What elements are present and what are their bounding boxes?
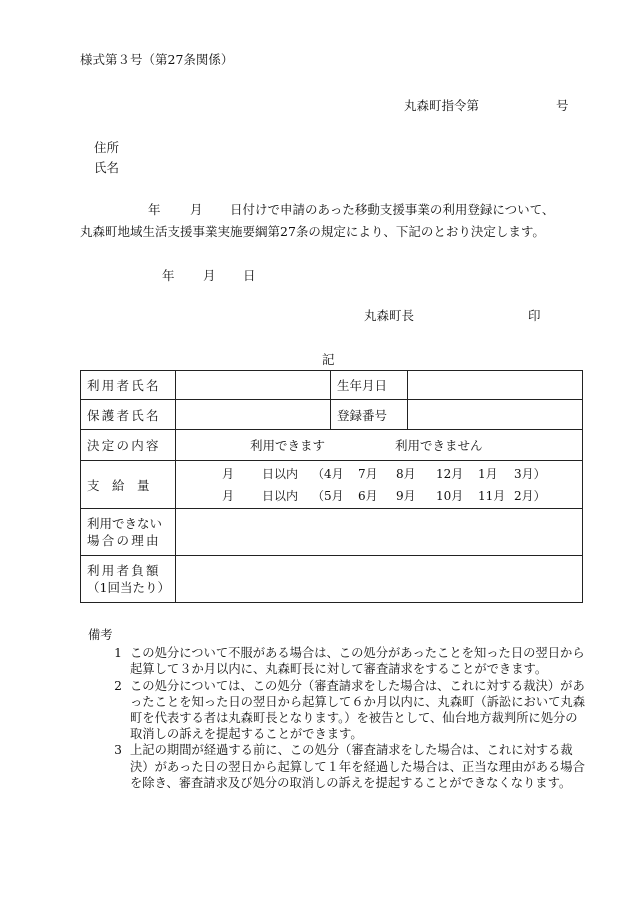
reason-label — [81, 509, 176, 556]
note-item — [88, 645, 586, 677]
period-month: 7月 — [358, 466, 378, 481]
decision-no-option[interactable]: 利用できません — [395, 438, 483, 453]
period-month: 12月 — [436, 466, 464, 481]
body-year: 年 — [148, 202, 161, 217]
form-number: 様式第３号（第27条関係） — [80, 52, 234, 67]
note-number: 3 — [114, 743, 122, 758]
note-item — [88, 678, 586, 743]
supply-field — [176, 461, 583, 509]
birth-date-field[interactable] — [408, 371, 583, 400]
notes-section — [88, 627, 586, 791]
guardian-name-field[interactable] — [176, 400, 331, 430]
supply-label: 支 給 量 — [81, 461, 176, 509]
decision-table — [80, 370, 583, 603]
section-heading: 記 — [322, 352, 335, 367]
period-month: （4月 — [312, 466, 344, 481]
decision-yes-option[interactable]: 利用できます — [250, 438, 326, 453]
burden-label-line2: （1回当たり） — [87, 580, 170, 595]
note-item — [88, 742, 586, 791]
period-month: 11月 — [478, 488, 506, 503]
period-month: 10月 — [436, 488, 464, 503]
period-month: 6月 — [358, 488, 378, 503]
address-label: 住所 — [94, 140, 120, 155]
seal-mark: 印 — [528, 308, 541, 323]
period-month: （5月 — [312, 488, 344, 503]
supply-row-2 — [182, 485, 576, 507]
burden-field[interactable] — [176, 556, 583, 603]
date-year: 年 — [162, 268, 175, 283]
note-text: この処分について不服がある場合は、この処分があったことを知った日の翌日から起算して３か月以内に、丸森町長に対して審査請求をすることができます。 — [130, 646, 585, 677]
burden-label — [81, 556, 176, 603]
reason-field[interactable] — [176, 509, 583, 556]
note-number: 1 — [114, 646, 122, 661]
name-label: 氏名 — [94, 160, 120, 175]
reason-label-line2: 場合の理由 — [87, 533, 161, 548]
period-month: 3月） — [514, 466, 546, 481]
burden-label-line1: 利用者負額 — [87, 563, 161, 578]
issuer-title: 丸森町長 — [364, 308, 415, 323]
user-name-field[interactable] — [176, 371, 331, 400]
birth-date-label: 生年月日 — [331, 371, 408, 400]
supply-month-unit: 月 — [222, 466, 235, 481]
decision-field — [176, 430, 583, 461]
body-line2: 丸森町地域生活支援事業実施要綱第27条の規定により、下記のとおり決定します。 — [80, 224, 545, 239]
reg-number-field[interactable] — [408, 400, 583, 430]
note-text: 上記の期間が経過する前に、この処分（審査請求をした場合は、これに対する裁決）があった日の翌日から起算して１年を経過した場合は、正当な理由がある場合を除き、審査請求及び処分の取消しの訴えを提起することができなくなります。 — [130, 743, 585, 790]
reg-number-label: 登録番号 — [331, 400, 408, 430]
doc-number-prefix: 丸森町指令第 — [404, 98, 480, 113]
notes-title: 備考 — [88, 628, 113, 642]
note-number: 2 — [114, 678, 122, 693]
body-month: 月 — [190, 202, 203, 217]
supply-days-unit: 日以内 — [262, 466, 299, 481]
period-month: 1月 — [478, 466, 498, 481]
period-month: 8月 — [396, 466, 416, 481]
guardian-name-label: 保護者氏名 — [81, 400, 176, 430]
supply-month-unit: 月 — [222, 488, 235, 503]
period-month: 2月） — [514, 488, 546, 503]
doc-number-suffix: 号 — [556, 98, 569, 113]
body-line1: 日付けで申請のあった移動支援事業の利用登録について、 — [230, 202, 555, 217]
date-month: 月 — [203, 268, 216, 283]
date-day: 日 — [243, 268, 256, 283]
decision-label: 決定の内容 — [81, 430, 176, 461]
period-month: 9月 — [396, 488, 416, 503]
reason-label-line1: 利用できない — [87, 516, 163, 531]
supply-row-1 — [182, 463, 576, 485]
supply-days-unit: 日以内 — [262, 488, 299, 503]
note-text: この処分については、この処分（審査請求をした場合は、これに対する裁決）があったことを知った日の翌日から起算して６か月以内に、丸森町（訴訟において丸森町を代表する者は丸森町長となります。）を被告として、仙台地方裁判所に処分の取消しの訴えを提起することができます。 — [130, 678, 585, 742]
user-name-label: 利用者氏名 — [81, 371, 176, 400]
